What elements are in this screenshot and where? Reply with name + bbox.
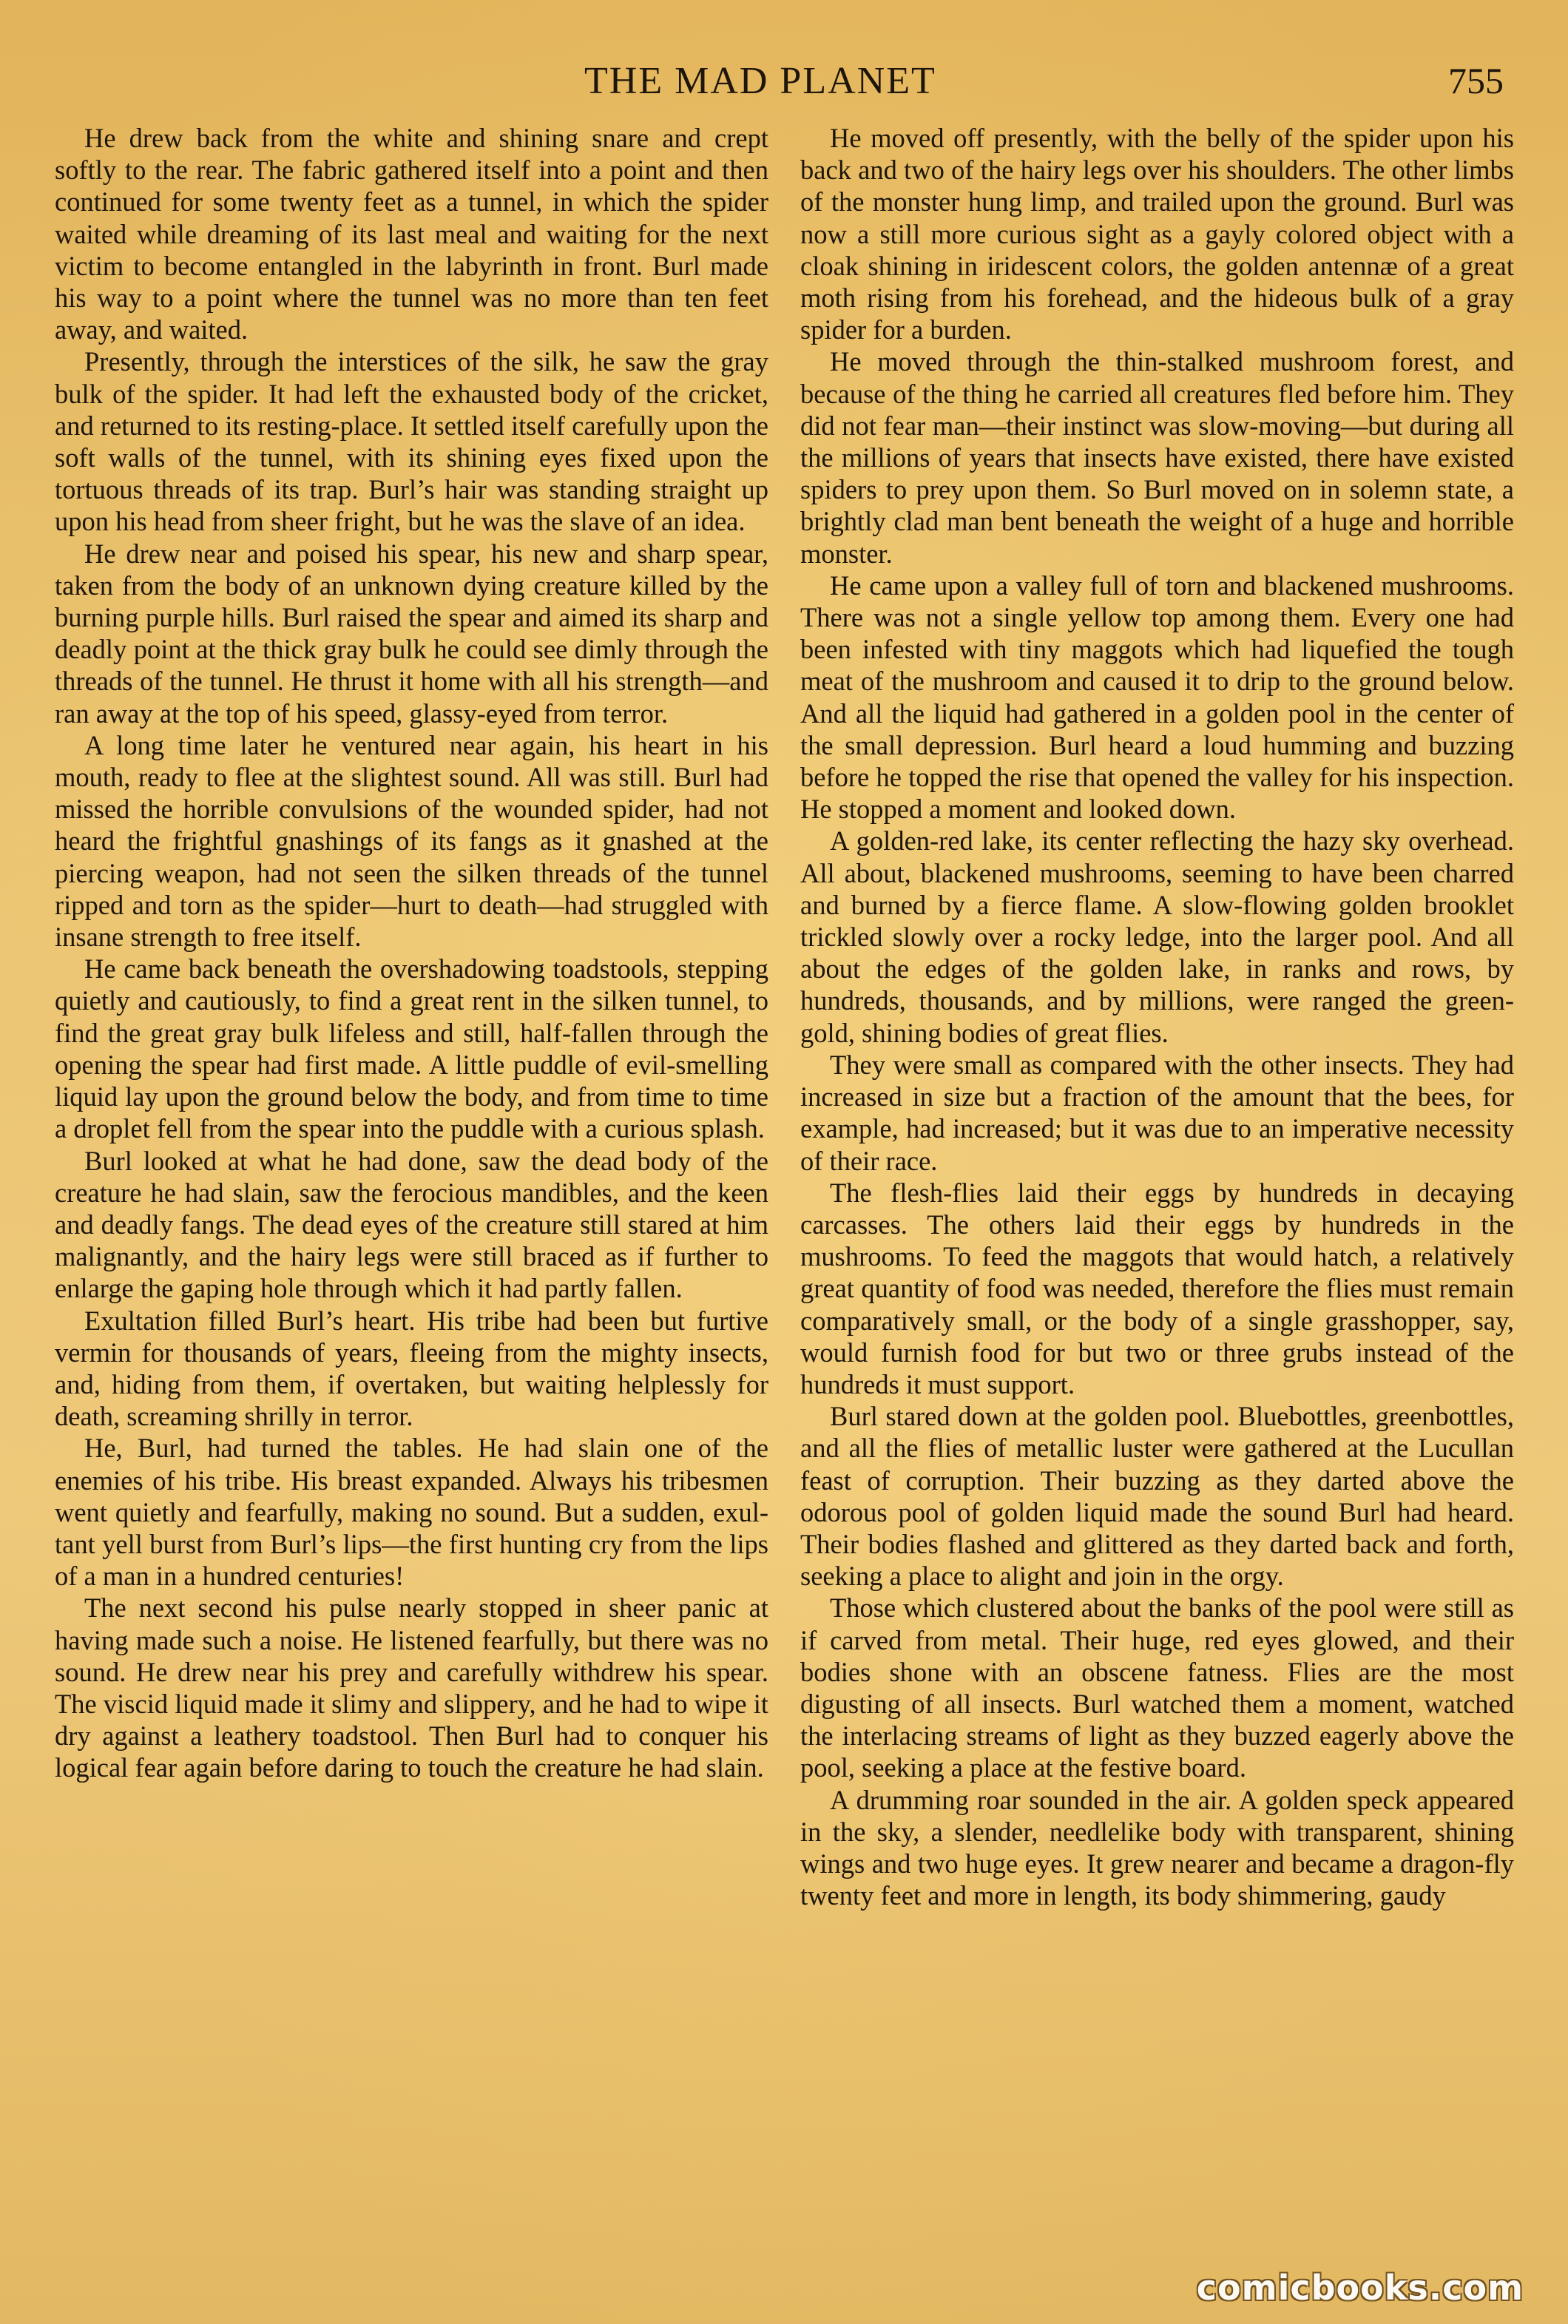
paragraph: The next second his pulse nearly stopped in sheer panic at having made such a noise. He listened fearfully, but there was no sound. He drew near his prey and carefully withdrew his spear. The viscid liquid made it slimy and slippery, and he had to wipe it dry against a leathery toadstool. Then Burl had to conquer his logical fear again before daring to touch the creature he had slain.	[55, 1592, 768, 1783]
paragraph: He, Burl, had turned the tables. He had slain one of the enemies of his tribe. His breast expanded. Always his tribesmen went quietly and fearfully, making no sound. But a sudden, exultant yell burst from Burl’s lips—the first hunting cry from the lips of a man in a hundred centuries!	[55, 1433, 768, 1592]
paragraph: The flesh-flies laid their eggs by hundreds in decaying carcasses. The others laid their eggs by hundreds in the mushrooms. To feed the maggots that would hatch, a relatively great quantity of food was needed, therefore the flies must remain comparatively small, or the body of a single grasshopper, say, would furnish food for but two or three grubs instead of the hundreds it must support.	[800, 1177, 1514, 1399]
paragraph: He drew back from the white and shining snare and crept softly to the rear. The fabric gathered itself into a point and then continued for some twenty feet as a tunnel, in which the spider waited while dreaming of its last meal and waiting for the next victim to become entangled in the labyrinth in front. Burl made his way to a point where the tunnel was no more than ten feet away, and waited.	[55, 123, 768, 345]
paragraph: A drumming roar sounded in the air. A golden speck appeared in the sky, a slender, needlelike body with transparent, shining wings and two huge eyes. It grew nearer and became a dragon-fly twenty feet and more in length, its body shimmering, gaudy	[800, 1784, 1514, 1911]
paragraph: They were small as compared with the other insects. They had increased in size but a fraction of the amount that the bees, for example, had increased; but it was due to an imperative necessity of their race.	[800, 1049, 1514, 1176]
paragraph: He drew near and poised his spear, his new and sharp spear, taken from the body of an unknown dying creature killed by the burning purple hills. Burl raised the spear and aimed its sharp and deadly point at the thick gray bulk he could see dimly through the threads of the tunnel. He thrust it home with all his strength—and ran away at the top of his speed, glassy-eyed from terror.	[55, 538, 768, 729]
paragraph: Exultation filled Burl’s heart. His tribe had been but furtive vermin for thousands of years, fleeing from the mighty insects, and, hiding from them, if overtaken, but waiting helplessly for death, screaming shrilly in terror.	[55, 1305, 768, 1432]
left-column	[55, 122, 768, 1784]
paragraph: He moved off presently, with the belly of the spider upon his back and two of the hairy legs over his shoulders. The other limbs of the monster hung limp, and trailed upon the ground. Burl was now a still more curious sight as a gayly colored object with a cloak shining in iridescent colors, the golden antennæ of a great moth rising from his forehead, and the hideous bulk of a gray spider for a burden.	[800, 123, 1514, 345]
paragraph: Burl stared down at the golden pool. Bluebottles, greenbottles, and all the flies of metallic luster were gathered at the Lucullan feast of corruption. Their buzzing as they darted above the odorous pool of golden liquid made the sound Burl had heard. Their bodies flashed and glittered as they darted back and forth, seeking a place to alight and join in the orgy.	[800, 1401, 1514, 1592]
watermark: comicbooks.com	[1196, 2268, 1524, 2308]
paragraph: A long time later he ventured near again, his heart in his mouth, ready to flee at the slightest sound. All was still. Burl had missed the horrible convulsions of the wounded spider, had not heard the frightful gnashings of its fangs as it gnashed at the piercing weapon, had not seen the silken threads of the tunnel ripped and torn as the spider—hurt to death—had struggled with insane strength to free itself.	[55, 729, 768, 953]
paragraph: Those which clustered about the banks of the pool were still as if carved from metal. Their huge, red eyes glowed, and their bodies shone with an obscene fatness. Flies are the most digusting of all insects. Burl watched them a moment, watched the interlacing streams of light as they buzzed eagerly above the pool, seeking a place at the festive board.	[800, 1592, 1514, 1783]
paragraph: He came back beneath the overshadowing toadstools, stepping quietly and cautiously, to find a great rent in the silken tunnel, to find the great gray bulk lifeless and still, half-fallen through the opening the spear had first made. A little puddle of evil-smelling liquid lay upon the ground below the body, and from time to time a droplet fell from the spear into the puddle with a curious splash.	[55, 953, 768, 1144]
page-header	[0, 59, 1568, 118]
paragraph: Presently, through the interstices of the silk, he saw the gray bulk of the spider. It had left the exhausted body of the cricket, and returned to its resting-place. It settled itself carefully upon the soft walls of the tunnel, with its shining eyes fixed upon the tortuous threads of its trap. Burl’s hair was standing straight up upon his head from sheer fright, but he was the slave of an idea.	[55, 346, 768, 537]
paragraph: A golden-red lake, its center reflecting the hazy sky overhead. All about, blackened mushrooms, seeming to have been charred and burned by a fierce flame. A slow-flowing golden brooklet trickled slowly over a rocky ledge, into the larger pool. And all about the edges of the golden lake, in ranks and rows, by hundreds, thousands, and by millions, were ranged the green-gold, shining bodies of great flies.	[800, 825, 1514, 1048]
page-number: 755	[1448, 60, 1504, 101]
paragraph: Burl looked at what he had done, saw the dead body of the creature he had slain, saw the ferocious mandibles, and the keen and deadly fangs. The dead eyes of the creature still stared at him malignantly, and the hairy legs were still braced as if further to enlarge the gaping hole through which it had partly fallen.	[55, 1145, 768, 1304]
running-title: THE MAD PLANET	[584, 60, 936, 102]
right-column	[800, 122, 1514, 1911]
paragraph: He came upon a valley full of torn and blackened mushrooms. There was not a single yellow top among them. Every one had been infested with tiny maggots which had liquefied the tough meat of the mushroom and caused it to drip to the ground below. And all the liquid had gathered in a golden pool in the center of the small depression. Burl heard a loud humming and buzzing before he topped the rise that opened the valley for his inspection. He stopped a moment and looked down.	[800, 570, 1514, 825]
paragraph: He moved through the thin-stalked mushroom forest, and because of the thing he carried all creatures fled before him. They did not fear man—their instinct was slow-moving—but during all the millions of years that insects have existed, there have existed spiders to prey upon them. So Burl moved on in solemn state, a brightly clad man bent beneath the weight of a huge and horrible monster.	[800, 346, 1514, 569]
